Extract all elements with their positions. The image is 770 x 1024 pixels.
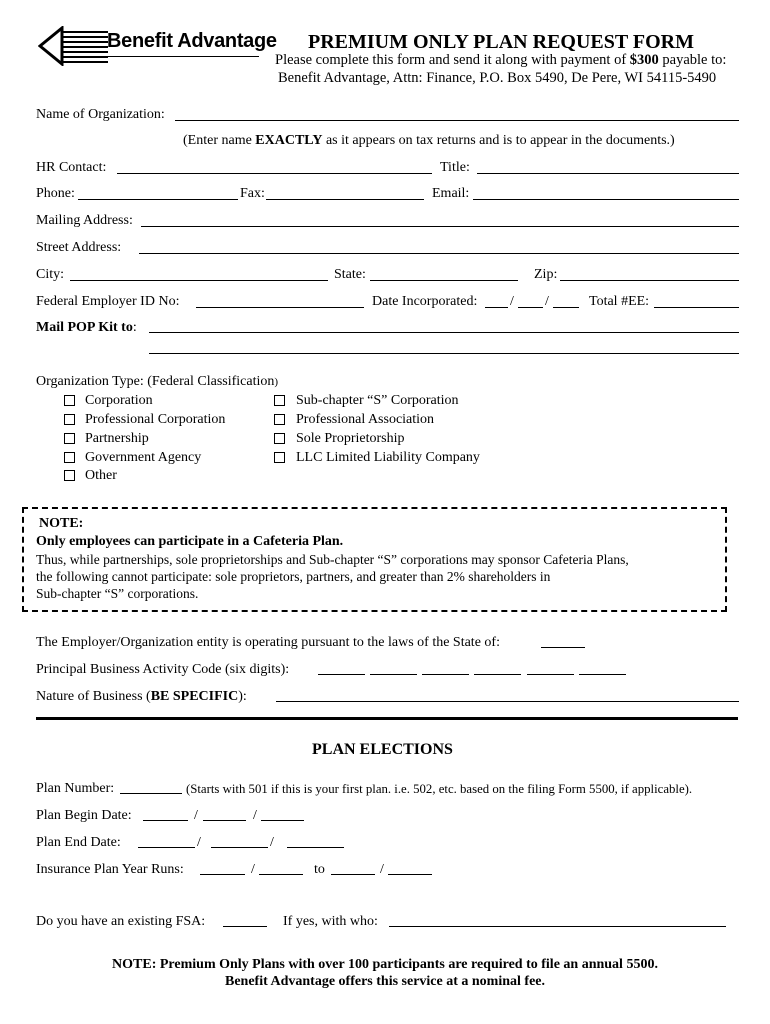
date-inc-year-field[interactable] — [553, 307, 579, 308]
plan-number-field[interactable] — [120, 793, 182, 794]
date-inc-day-field[interactable] — [518, 307, 543, 308]
plan-number-label: Plan Number: — [36, 781, 115, 796]
checkbox-partnership[interactable] — [64, 433, 75, 444]
insurance-to-day-field[interactable] — [388, 874, 432, 875]
mailing-address-field[interactable] — [141, 226, 739, 227]
state-field[interactable] — [370, 280, 518, 281]
fein-field[interactable] — [196, 307, 364, 308]
checkbox-sole-proprietorship[interactable] — [274, 433, 285, 444]
date-incorporated-label: Date Incorporated: — [372, 294, 478, 309]
email-label: Email: — [432, 186, 470, 201]
org-type-government-agency: Government Agency — [85, 450, 202, 465]
fsa-with-who-label: If yes, with who: — [283, 914, 378, 929]
plan-end-date-label: Plan End Date: — [36, 835, 121, 850]
pba-digit-6-field[interactable] — [579, 674, 626, 675]
date-inc-slash-2: / — [545, 294, 549, 309]
plan-number-note: (Starts with 501 if this is your first plan. i.e. 502, etc. based on the filing Form 5500, if applicable). — [186, 782, 693, 796]
org-type-s-corporation: Sub-chapter “S” Corporation — [296, 393, 459, 408]
fax-field[interactable] — [266, 199, 424, 200]
checkbox-professional-association[interactable] — [274, 414, 285, 425]
zip-field[interactable] — [560, 280, 739, 281]
note-bold-line: Only employees can participate in a Cafeteria Plan. — [36, 534, 344, 549]
plan-end-slash-2: / — [270, 835, 274, 850]
benefit-advantage-logo-icon — [38, 26, 110, 66]
plan-end-month-field[interactable] — [138, 847, 195, 848]
hr-contact-label: HR Contact: — [36, 160, 107, 175]
plan-begin-slash-2: / — [253, 808, 257, 823]
existing-fsa-label: Do you have an existing FSA: — [36, 914, 206, 929]
logo-name: Benefit Advantage — [107, 30, 277, 52]
org-type-corporation: Corporation — [85, 393, 153, 408]
checkbox-professional-corporation[interactable] — [64, 414, 75, 425]
note-heading: NOTE: — [39, 516, 84, 531]
checkbox-other[interactable] — [64, 470, 75, 481]
pba-digit-1-field[interactable] — [318, 674, 365, 675]
plan-begin-month-field[interactable] — [143, 820, 188, 821]
title-field[interactable] — [477, 173, 739, 174]
zip-label: Zip: — [534, 267, 558, 282]
checkbox-llc[interactable] — [274, 452, 285, 463]
plan-end-slash-1: / — [197, 835, 201, 850]
plan-end-day-field[interactable] — [211, 847, 268, 848]
checkbox-corporation[interactable] — [64, 395, 75, 406]
title-label: Title: — [440, 160, 470, 175]
nature-of-business-label: Nature of Business (BE SPECIFIC): — [36, 689, 247, 704]
org-name-label: Name of Organization: — [36, 107, 165, 122]
email-field[interactable] — [473, 199, 739, 200]
header-address: Benefit Advantage, Attn: Finance, P.O. Box 5490, De Pere, WI 54115-5490 — [278, 70, 717, 86]
mail-pop-kit-label: Mail POP Kit to: — [36, 320, 137, 335]
date-inc-month-field[interactable] — [485, 307, 508, 308]
pba-digit-2-field[interactable] — [370, 674, 417, 675]
city-field[interactable] — [70, 280, 328, 281]
org-type-professional-association: Professional Association — [296, 412, 435, 427]
org-type-llc: LLC Limited Liability Company — [296, 450, 480, 465]
plan-end-year-field[interactable] — [287, 847, 344, 848]
insurance-plan-year-label: Insurance Plan Year Runs: — [36, 862, 184, 877]
org-type-other: Other — [85, 468, 117, 483]
pba-digit-5-field[interactable] — [527, 674, 574, 675]
plan-begin-year-field[interactable] — [261, 820, 304, 821]
pba-digit-3-field[interactable] — [422, 674, 469, 675]
state-label: State: — [334, 267, 366, 282]
state-laws-field[interactable] — [541, 647, 585, 648]
note-line-2: the following cannot participate: sole proprietors, partners, and greater than 2% shareholders in — [36, 569, 551, 584]
plan-begin-slash-1: / — [194, 808, 198, 823]
date-inc-slash-1: / — [510, 294, 514, 309]
total-ee-field[interactable] — [654, 307, 739, 308]
insurance-from-day-field[interactable] — [259, 874, 303, 875]
insurance-from-slash: / — [251, 862, 255, 877]
street-address-label: Street Address: — [36, 240, 122, 255]
mail-pop-kit-field[interactable] — [149, 332, 739, 333]
org-type-sole-proprietorship: Sole Proprietorship — [296, 431, 405, 446]
org-name-field[interactable] — [175, 120, 739, 121]
footer-note-line-1: NOTE: Premium Only Plans with over 100 participants are required to file an annual 5500. — [112, 957, 658, 972]
org-type-partnership: Partnership — [85, 431, 149, 446]
insurance-to-month-field[interactable] — [331, 874, 375, 875]
header-instructions: Please complete this form and send it along with payment of $300 payable to: — [275, 52, 727, 68]
plan-begin-day-field[interactable] — [203, 820, 246, 821]
org-name-note: (Enter name EXACTLY as it appears on tax returns and is to appear in the documents.) — [183, 133, 675, 148]
note-line-3: Sub-chapter “S” corporations. — [36, 586, 199, 601]
org-type-label: Organization Type: (Federal Classification) — [36, 374, 279, 389]
nature-of-business-field[interactable] — [276, 701, 739, 702]
org-type-professional-corporation: Professional Corporation — [85, 412, 226, 427]
insurance-from-month-field[interactable] — [200, 874, 245, 875]
mailing-address-label: Mailing Address: — [36, 213, 133, 228]
pba-digit-4-field[interactable] — [474, 674, 521, 675]
fein-label: Federal Employer ID No: — [36, 294, 180, 309]
total-ee-label: Total #EE: — [589, 294, 650, 309]
note-line-1: Thus, while partnerships, sole proprietorships and Sub-chapter “S” corporations may sponsor Cafeteria Plans, — [36, 552, 629, 567]
city-label: City: — [36, 267, 65, 282]
fsa-with-who-field[interactable] — [389, 926, 726, 927]
logo-underline — [107, 56, 259, 57]
fax-label: Fax: — [240, 186, 265, 201]
section-divider — [36, 717, 738, 720]
phone-field[interactable] — [78, 199, 238, 200]
checkbox-s-corporation[interactable] — [274, 395, 285, 406]
footer-note-line-2: Benefit Advantage offers this service at a nominal fee. — [225, 974, 545, 989]
phone-label: Phone: — [36, 186, 75, 201]
insurance-to-label: to — [314, 862, 325, 877]
insurance-to-slash: / — [380, 862, 384, 877]
checkbox-government-agency[interactable] — [64, 452, 75, 463]
form-title: PREMIUM ONLY PLAN REQUEST FORM — [308, 31, 694, 53]
street-address-field[interactable] — [139, 253, 739, 254]
state-laws-label: The Employer/Organization entity is operating pursuant to the laws of the State of: — [36, 635, 500, 650]
plan-elections-heading: PLAN ELECTIONS — [312, 741, 453, 758]
plan-begin-date-label: Plan Begin Date: — [36, 808, 132, 823]
pba-code-label: Principal Business Activity Code (six digits): — [36, 662, 290, 677]
mail-pop-kit-field-2[interactable] — [149, 353, 739, 354]
hr-contact-field[interactable] — [117, 173, 432, 174]
existing-fsa-field[interactable] — [223, 926, 267, 927]
